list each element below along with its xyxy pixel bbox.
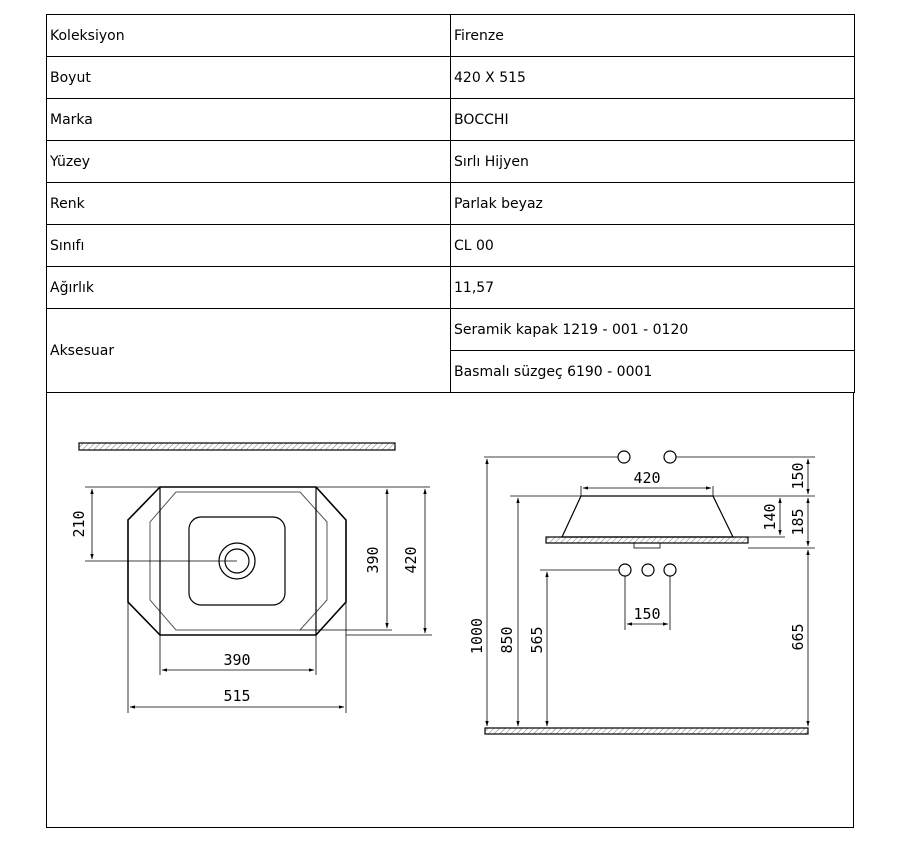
countertop-section bbox=[79, 443, 395, 450]
side-dim-665-label: 665 bbox=[789, 623, 807, 651]
row-value: BOCCHI bbox=[451, 99, 855, 141]
row-label: Koleksiyon bbox=[47, 15, 451, 57]
counter-profile bbox=[546, 537, 748, 543]
side-dim-150-bottom-label: 150 bbox=[633, 605, 661, 623]
row-value: Parlak beyaz bbox=[451, 183, 855, 225]
row-value: Sırlı Hijyen bbox=[451, 141, 855, 183]
side-dim-565-label: 565 bbox=[528, 626, 546, 654]
accessory-item: Basmalı süzgeç 6190 - 0001 bbox=[451, 351, 855, 393]
top-view bbox=[79, 443, 432, 713]
basin-profile bbox=[562, 496, 733, 537]
tap-circle bbox=[664, 451, 676, 463]
side-view bbox=[484, 451, 815, 734]
row-value: CL 00 bbox=[451, 225, 855, 267]
row-label: Yüzey bbox=[47, 141, 451, 183]
dim-420-vertical-label: 420 bbox=[402, 546, 420, 574]
row-label: Ağırlık bbox=[47, 267, 451, 309]
row-label: Renk bbox=[47, 183, 451, 225]
tap-circle bbox=[618, 451, 630, 463]
connector-circle bbox=[619, 564, 631, 576]
side-dim-185-label: 185 bbox=[789, 508, 807, 536]
row-label: Marka bbox=[47, 99, 451, 141]
side-dim-150-top-label: 150 bbox=[789, 462, 807, 490]
dim-210-label: 210 bbox=[70, 510, 88, 538]
side-dim-420-label: 420 bbox=[633, 469, 661, 487]
row-value: 11,57 bbox=[451, 267, 855, 309]
row-label: Boyut bbox=[47, 57, 451, 99]
connector-circle bbox=[642, 564, 654, 576]
side-dim-1000-label: 1000 bbox=[468, 617, 486, 655]
row-label: Sınıfı bbox=[47, 225, 451, 267]
dim-390-vertical-label: 390 bbox=[364, 546, 382, 574]
accessory-item: Seramik kapak 1219 - 001 - 0120 bbox=[451, 309, 855, 351]
floor-section bbox=[485, 728, 808, 734]
row-value: Firenze bbox=[451, 15, 855, 57]
side-dim-140-label: 140 bbox=[761, 503, 779, 531]
dim-390-horizontal-label: 390 bbox=[223, 651, 251, 669]
connector-circle bbox=[664, 564, 676, 576]
row-value: 420 X 515 bbox=[451, 57, 855, 99]
accessory-label: Aksesuar bbox=[47, 309, 451, 393]
dim-515-horizontal-label: 515 bbox=[223, 687, 251, 705]
side-dim-850-label: 850 bbox=[498, 626, 516, 654]
